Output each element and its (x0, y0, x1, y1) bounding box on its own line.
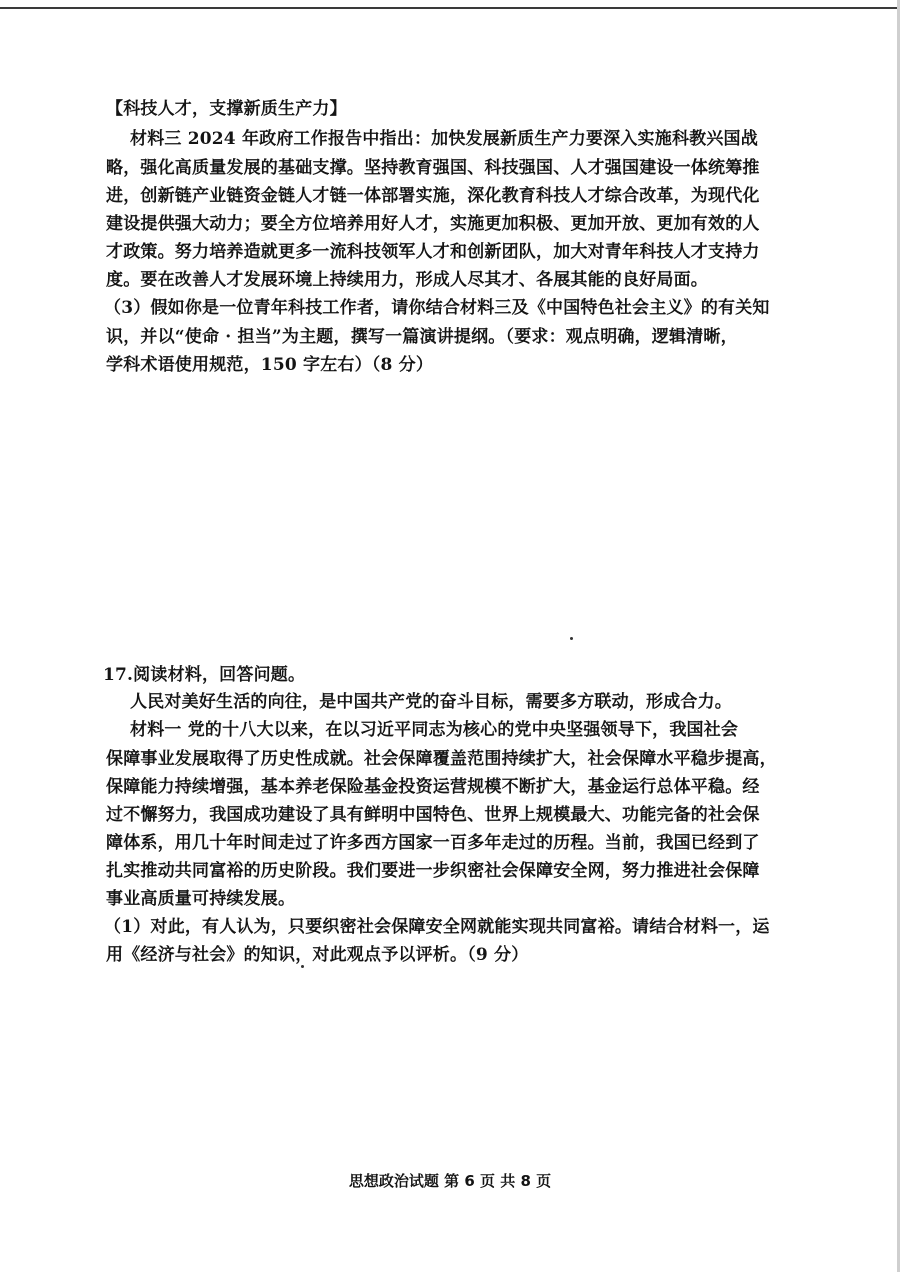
q17-intro: 人民对美好生活的向往，是中国共产党的奋斗目标，需要多方联动，形成合力。 (130, 692, 732, 712)
question3-line: 学科术语使用规范，150 字左右）（8 分） (106, 355, 434, 375)
section-heading: 【科技人才，支撑新质生产力】 (106, 99, 347, 119)
material1-line: 事业高质量可持续发展。 (106, 889, 296, 909)
question3-line: 识，并以“使命 · 担当”为主题，撰写一篇演讲提纲。（要求：观点明确，逻辑清晰， (106, 327, 738, 347)
material1-line: 材料一 党的十八大以来，在以习近平同志为核心的党中央坚强领导下，我国社会 (130, 720, 739, 740)
material3-line: 略，强化高质量发展的基础支撑。坚持教育强国、科技强国、人才强国建设一体统筹推 (106, 158, 760, 178)
material1-line: 扎实推动共同富裕的历史阶段。我们要进一步织密社会保障安全网，努力推进社会保障 (106, 861, 760, 881)
scan-speck (301, 965, 304, 968)
material3-line: 度。要在改善人才发展环境上持续用力，形成人尽其才、各展其能的良好局面。 (106, 270, 708, 290)
scan-speck (570, 637, 573, 640)
material1-line: 过不懈努力，我国成功建设了具有鲜明中国特色、世界上规模最大、功能完备的社会保 (106, 805, 760, 825)
page-footer: 思想政治试题 第 6 页 共 8 页 (348, 1172, 552, 1190)
question1-line: （1）对此，有人认为，只要织密社会保障安全网就能实现共同富裕。请结合材料一，运 (104, 917, 770, 937)
material3-line: 进，创新链产业链资金链人才链一体部署实施，深化教育科技人才综合改革，为现代化 (106, 186, 760, 206)
material1-line: 保障事业发展取得了历史性成就。社会保障覆盖范围持续扩大，社会保障水平稳步提高， (106, 749, 777, 769)
material1-line: 障体系，用几十年时间走过了许多西方国家一百多年走过的历程。当前，我国已经到了 (106, 833, 760, 853)
material3-line: 建设提供强大动力；要全方位培养用好人才，实施更加积极、更加开放、更加有效的人 (106, 214, 760, 234)
material3-line: 才政策。努力培养造就更多一流科技领军人才和创新团队，加大对青年科技人才支持力 (106, 242, 760, 262)
material3-line: 材料三 2024 年政府工作报告中指出：加快发展新质生产力要深入实施科教兴国战 (130, 129, 758, 149)
material1-line: 保障能力持续增强，基本养老保险基金投资运营规模不断扩大，基金运行总体平稳。经 (106, 777, 760, 797)
scan-top-edge (0, 0, 900, 9)
q17-title: 17.阅读材料，回答问题。 (103, 665, 306, 685)
question3-line: （3）假如你是一位青年科技工作者，请你结合材料三及《中国特色社会主义》的有关知 (104, 298, 770, 318)
question1-line: 用《经济与社会》的知识，对此观点予以评析。（9 分） (106, 945, 529, 965)
